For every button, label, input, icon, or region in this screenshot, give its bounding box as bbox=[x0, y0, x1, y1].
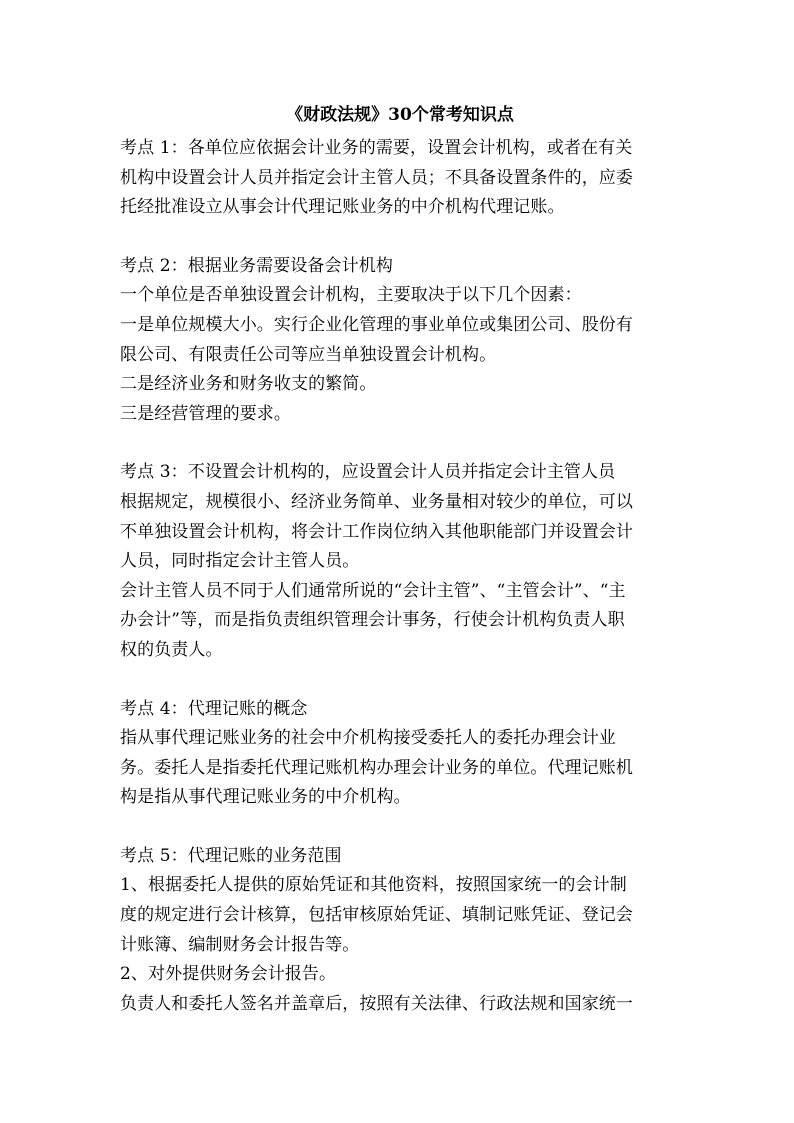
text-line: 权的负责人。 bbox=[120, 639, 223, 660]
text-line: 构是指从事代理记账业务的中介机构。 bbox=[120, 787, 411, 808]
text-line: 三是经营管理的要求。 bbox=[120, 403, 291, 424]
text-line: 负责人和委托人签名并盖章后，按照有关法律、行政法规和国家统一 bbox=[120, 993, 633, 1014]
section-heading: 考点 3：不设置会计机构的，应设置会计人员并指定会计主管人员 bbox=[120, 462, 616, 483]
section-point-2 bbox=[120, 252, 680, 430]
text-line: 二是经济业务和财务收支的繁简。 bbox=[120, 374, 377, 395]
section-point-5 bbox=[120, 842, 680, 1020]
text-line: 机构中设置会计人员并指定会计主管人员；不具备设置条件的，应委 bbox=[120, 167, 633, 188]
section-heading: 考点 4：代理记账的概念 bbox=[120, 698, 308, 719]
text-line: 不单独设置会计机构，将会计工作岗位纳入其他职能部门并设置会计 bbox=[120, 521, 633, 542]
text-line: 会计主管人员不同于人们通常所说的“会计主管”、“主管会计”、“主 bbox=[120, 580, 626, 601]
text-line: 度的规定进行会计核算，包括审核原始凭证、填制记账凭证、登记会 bbox=[120, 905, 633, 926]
text-line: 务。委托人是指委托代理记账机构办理会计业务的单位。代理记账机 bbox=[120, 757, 633, 778]
section-point-3 bbox=[120, 458, 680, 665]
text-line: 2、对外提供财务会计报告。 bbox=[120, 964, 337, 985]
text-line: 人员，同时指定会计主管人员。 bbox=[120, 551, 360, 572]
text-line: 1、根据委托人提供的原始凭证和其他资料，按照国家统一的会计制 bbox=[120, 875, 627, 896]
text-line: 一是单位规模大小。实行企业化管理的事业单位或集团公司、股份有 bbox=[120, 314, 633, 335]
section-heading: 考点 2：根据业务需要设备会计机构 bbox=[120, 255, 393, 276]
text-line: 计账簿、编制财务会计报告等。 bbox=[120, 934, 360, 955]
section-point-1 bbox=[120, 134, 680, 223]
section-heading: 考点 5：代理记账的业务范围 bbox=[120, 845, 342, 866]
document-page bbox=[120, 100, 680, 1048]
section-point-4 bbox=[120, 695, 680, 813]
text-line: 托经批准设立从事会计代理记账业务的中介机构代理记账。 bbox=[120, 197, 565, 218]
text-line: 办会计”等，而是指负责组织管理会计事务，行使会计机构负责人职 bbox=[120, 610, 625, 631]
text-line: 一个单位是否单独设置会计机构，主要取决于以下几个因素： bbox=[120, 285, 582, 306]
text-line: 根据规定，规模很小、经济业务简单、业务量相对较少的单位，可以 bbox=[120, 491, 633, 512]
text-line: 考点 1：各单位应依据会计业务的需要，设置会计机构，或者在有关 bbox=[120, 138, 633, 158]
document-title: 《财政法规》30个常考知识点 bbox=[286, 105, 514, 125]
text-line: 限公司、有限责任公司等应当单独设置会计机构。 bbox=[120, 344, 497, 365]
text-line: 指从事代理记账业务的社会中介机构接受委托人的委托办理会计业 bbox=[120, 728, 616, 749]
